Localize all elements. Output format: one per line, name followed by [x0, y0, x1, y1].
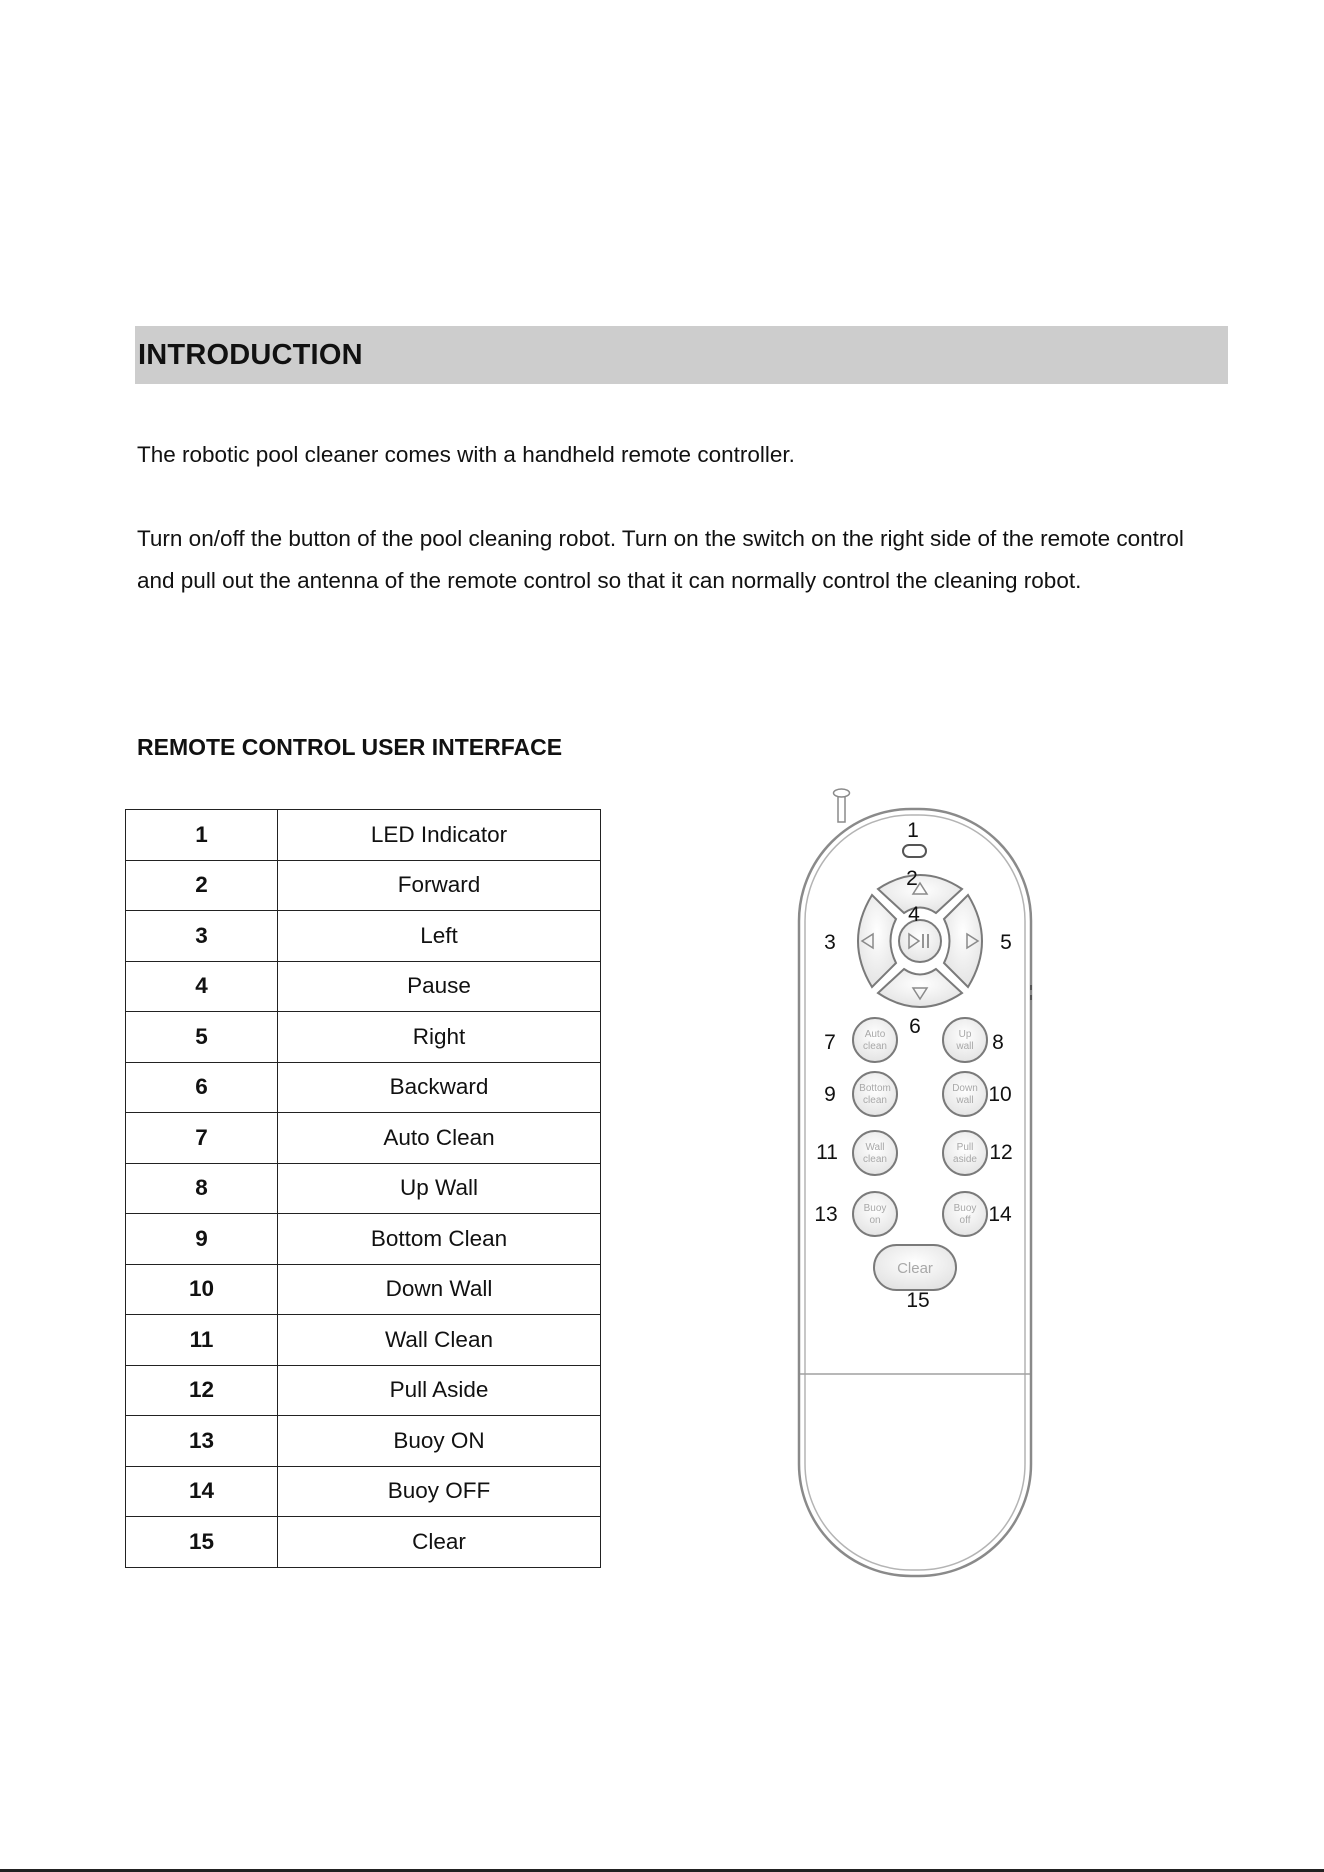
button-number-cell: 13	[126, 1416, 278, 1467]
section-header	[135, 326, 1228, 384]
table-row	[126, 961, 601, 1012]
table-row	[126, 1365, 601, 1416]
button-function-cell: Backward	[278, 1062, 601, 1113]
callout-number: 12	[989, 1141, 1013, 1164]
bottom-clean-button-label: Bottom	[859, 1083, 891, 1094]
callout-number: 11	[816, 1141, 838, 1164]
table-row	[126, 1214, 601, 1265]
callout-number: 3	[824, 931, 836, 954]
callout-number: 1	[907, 819, 919, 842]
wall-clean-button-label: Wall	[865, 1142, 885, 1153]
down-wall-button-label: wall	[956, 1095, 974, 1106]
button-number-cell: 11	[126, 1315, 278, 1366]
button-function-cell: Buoy ON	[278, 1416, 601, 1467]
intro-paragraph: The robotic pool cleaner comes with a handheld remote controller.	[137, 442, 795, 467]
callout-number: 6	[909, 1015, 921, 1038]
buoy-off-button-label: Buoy	[953, 1203, 977, 1214]
button-number-cell: 9	[126, 1214, 278, 1265]
callout-number: 7	[824, 1031, 836, 1054]
button-number-cell: 2	[126, 860, 278, 911]
table-row	[126, 810, 601, 861]
callout-number: 5	[1000, 931, 1012, 954]
down-wall-button[interactable]	[943, 1072, 987, 1116]
table-row	[126, 1062, 601, 1113]
up-wall-button-label: wall	[956, 1041, 974, 1052]
antenna	[834, 789, 850, 822]
table-row	[126, 860, 601, 911]
led-indicator	[903, 845, 926, 857]
button-number-cell: 3	[126, 911, 278, 962]
callout-number: 14	[988, 1203, 1012, 1226]
button-function-cell: Pull Aside	[278, 1365, 601, 1416]
button-function-cell: Pause	[278, 961, 601, 1012]
table-row	[126, 1466, 601, 1517]
callout-number: 8	[992, 1031, 1004, 1054]
section-title: INTRODUCTION	[138, 338, 363, 371]
remote-interface-heading: REMOTE CONTROL USER INTERFACE	[137, 734, 563, 760]
pull-aside-button-label: Pull	[956, 1142, 974, 1153]
button-function-cell: Clear	[278, 1517, 601, 1568]
table-row	[126, 1113, 601, 1164]
button-legend-table	[125, 809, 601, 1568]
pull-aside-button-label: aside	[953, 1154, 977, 1165]
button-function-cell: Up Wall	[278, 1163, 601, 1214]
buoy-off-button-label: off	[959, 1215, 971, 1226]
button-function-cell: Right	[278, 1012, 601, 1063]
setup-paragraph: Turn on/off the button of the pool cleaning robot. Turn on the switch on the right side of the remote control and pull out the antenna of the remote control so that it can normally control the cleaning robot.	[137, 526, 1184, 593]
table-row	[126, 1264, 601, 1315]
auto-clean-button-label: clean	[863, 1041, 887, 1052]
button-function-cell: Auto Clean	[278, 1113, 601, 1164]
button-function-cell: Forward	[278, 860, 601, 911]
auto-clean-button-label: Auto	[864, 1029, 886, 1040]
callout-number: 15	[906, 1289, 930, 1312]
button-number-cell: 4	[126, 961, 278, 1012]
button-number-cell: 10	[126, 1264, 278, 1315]
button-function-cell: Down Wall	[278, 1264, 601, 1315]
buoy-on-button-label: Buoy	[863, 1203, 887, 1214]
callout-number: 10	[988, 1083, 1012, 1106]
bottom-clean-button[interactable]	[853, 1072, 897, 1116]
table-row	[126, 911, 601, 962]
callout-number: 13	[814, 1203, 838, 1226]
bottom-clean-button-label: clean	[863, 1095, 887, 1106]
table-row	[126, 1517, 601, 1568]
pull-aside-button[interactable]	[943, 1131, 987, 1175]
button-number-cell: 6	[126, 1062, 278, 1113]
button-number-cell: 15	[126, 1517, 278, 1568]
button-number-cell: 1	[126, 810, 278, 861]
remote-control-diagram	[790, 785, 1050, 1585]
table-row	[126, 1416, 601, 1467]
buoy-on-button[interactable]	[853, 1192, 897, 1236]
callout-number: 4	[908, 903, 920, 926]
up-wall-button-label: Up	[958, 1029, 972, 1040]
up-wall-button[interactable]	[943, 1018, 987, 1062]
button-function-cell: LED Indicator	[278, 810, 601, 861]
button-number-cell: 14	[126, 1466, 278, 1517]
callout-number: 2	[906, 867, 918, 890]
button-function-cell: Wall Clean	[278, 1315, 601, 1366]
wall-clean-button-label: clean	[863, 1154, 887, 1165]
clear-button[interactable]	[874, 1245, 956, 1290]
clear-button-label: Clear	[897, 1260, 933, 1277]
button-number-cell: 5	[126, 1012, 278, 1063]
auto-clean-button[interactable]	[853, 1018, 897, 1062]
wall-clean-button[interactable]	[853, 1131, 897, 1175]
button-number-cell: 12	[126, 1365, 278, 1416]
button-function-cell: Left	[278, 911, 601, 962]
buoy-off-button[interactable]	[943, 1192, 987, 1236]
buoy-on-button-label: on	[869, 1215, 881, 1226]
callout-number: 9	[824, 1083, 836, 1106]
button-number-cell: 8	[126, 1163, 278, 1214]
table-row	[126, 1163, 601, 1214]
button-number-cell: 7	[126, 1113, 278, 1164]
table-row	[126, 1315, 601, 1366]
table-row	[126, 1012, 601, 1063]
down-wall-button-label: Down	[952, 1083, 978, 1094]
button-function-cell: Bottom Clean	[278, 1214, 601, 1265]
button-function-cell: Buoy OFF	[278, 1466, 601, 1517]
